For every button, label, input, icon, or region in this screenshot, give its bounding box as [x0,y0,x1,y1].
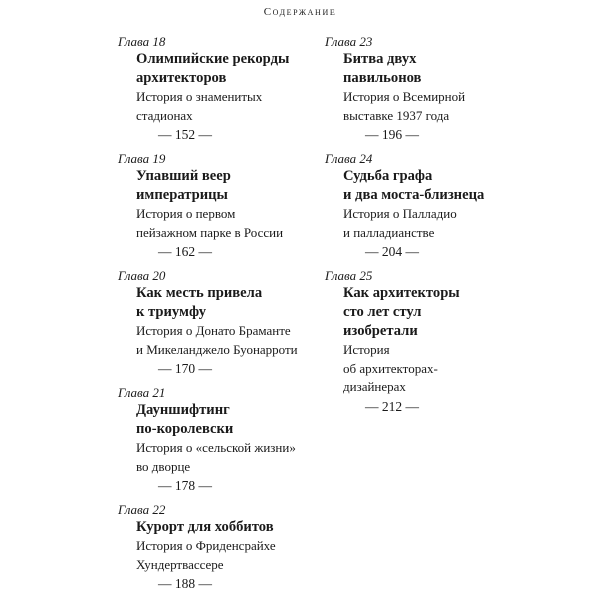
chapter-title-line: к триумфу [136,304,207,320]
page-number: — 178 — [158,478,212,493]
chapter-description [136,88,318,125]
page-number: — 188 — [158,576,212,591]
chapter-description-line: История о «сельской жизни» [136,440,296,455]
chapter-title [136,518,318,537]
chapter-title [136,167,318,205]
chapter-description-line: во дворце [136,458,191,474]
chapter-title-line: Как месть привела [136,285,263,301]
chapter-number: Глава 25 [325,268,373,283]
chapter-description-line: История о Донато Браманте [136,323,291,338]
chapter-title-line: по-королевски [136,421,234,437]
chapter-description-line: История [343,342,390,357]
chapter-title [136,50,318,88]
chapter-description-line: выставке 1937 года [343,107,450,123]
chapter-title-line: Олимпийские рекорды [136,51,290,67]
chapter-title-line: сто лет стул [343,304,422,320]
chapter-title-line: архитекторов [136,70,227,86]
chapter-title-line: Судьба графа [343,168,433,184]
chapter-title [343,50,525,88]
chapter-description-line: История о Палладио [343,206,457,221]
chapter-title-line: Дауншифтинг [136,402,230,418]
chapter-number: Глава 21 [118,385,166,400]
page-number: — 162 — [158,244,212,259]
toc-entry-chapter-23[interactable] [325,34,525,151]
page-number: — 204 — [365,244,419,259]
page-number: — 170 — [158,361,212,376]
toc-entry-chapter-21[interactable] [118,385,318,502]
chapter-description [343,88,525,125]
chapter-description-line: пейзажном парке в России [136,224,284,240]
chapter-description-line: История о первом [136,206,236,221]
chapter-number: Глава 20 [118,268,166,283]
chapter-title-line: Упавший веер [136,168,231,184]
chapter-description [136,205,318,242]
chapter-title-line: Как архитекторы [343,285,460,301]
chapter-title-line: Курорт для хоббитов [136,519,274,535]
chapter-number: Глава 18 [118,34,166,49]
toc-entry-chapter-20[interactable] [118,268,318,385]
toc-entry-chapter-25[interactable] [325,268,525,414]
chapter-title [343,284,525,341]
chapter-title [136,401,318,439]
chapter-number: Глава 19 [118,151,166,166]
chapter-description [136,439,318,476]
chapter-description [136,537,318,574]
chapter-title [343,167,525,205]
toc-column-right [325,34,525,414]
chapter-description [136,322,318,359]
page-number: — 196 — [365,127,419,142]
running-head: Содержание [263,6,337,18]
chapter-number: Глава 23 [325,34,373,49]
chapter-description-line: дизайнерах [343,379,406,394]
page-number: — 152 — [158,127,212,142]
chapter-description-line: об архитекторах- [343,360,438,376]
chapter-description-line: и Микеланджело Буонарроти [136,341,298,357]
chapter-description-line: стадионах [136,107,193,123]
chapter-title-line: императрицы [136,187,228,203]
chapter-description [343,341,525,397]
chapter-description-line: Хундертвассере [136,556,224,572]
toc-entry-chapter-18[interactable] [118,34,318,151]
toc-entry-chapter-24[interactable] [325,151,525,268]
toc-entry-chapter-19[interactable] [118,151,318,268]
toc-column-left [118,34,318,600]
chapter-title-line: павильонов [343,70,422,86]
chapter-number: Глава 22 [118,502,166,517]
chapter-title-line: Битва двух [343,51,417,67]
chapter-title [136,284,318,322]
chapter-description-line: и палладианстве [343,224,435,240]
chapter-title-line: и два моста-близнеца [343,187,485,203]
chapter-title-line: изобретали [343,323,418,339]
toc-entry-chapter-22[interactable] [118,502,318,600]
chapter-description-line: История о знаменитых [136,89,263,104]
chapter-description-line: История о Фриденсрайхе [136,538,276,553]
chapter-description [343,205,525,242]
page-number: — 212 — [365,398,419,414]
chapter-number: Глава 24 [325,151,373,166]
chapter-description-line: История о Всемирной [343,89,466,104]
